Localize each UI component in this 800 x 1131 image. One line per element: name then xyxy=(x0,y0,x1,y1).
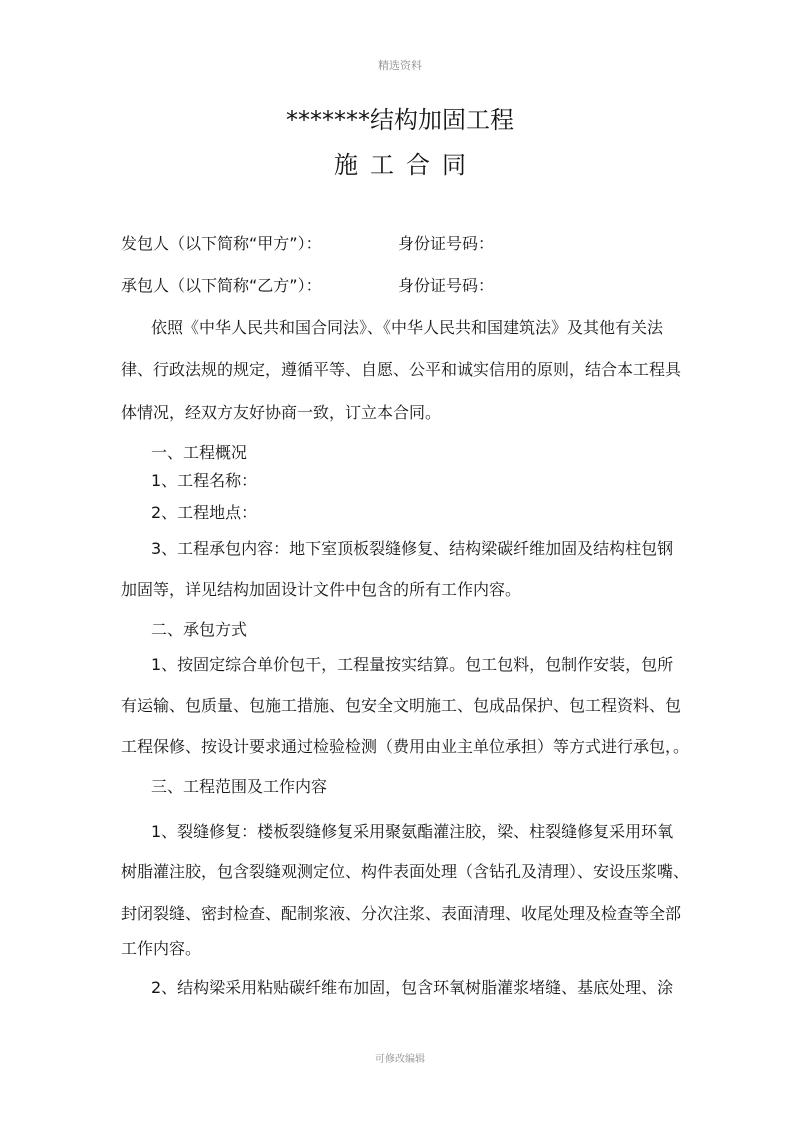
section-3-item-1-line-4: 工作内容。 xyxy=(121,939,202,958)
section-1-item-3-line-2: 加固等，详见结构加固设计文件中包含的所有工作内容。 xyxy=(121,580,522,599)
section-3-item-2-line-1: 2、结构梁采用粘贴碳纤维布加固，包含环氧树脂灌浆堵缝、基底处理、涂 xyxy=(151,978,674,997)
footer-watermark-text: 可修改编辑 xyxy=(375,1054,425,1065)
contract-title: *******结构加固工程 xyxy=(286,106,514,134)
contractor-label: 承包人（以下简称“乙方”）： xyxy=(121,276,322,295)
section-3-item-1-line-3: 封闭裂缝、密封检查、配制浆液、分次注浆、表面清理、收尾处理及检查等全部 xyxy=(121,904,682,923)
section-2-heading: 二、承包方式 xyxy=(151,620,248,639)
intro-line-1: 依照《中华人民共和国合同法》、《中华人民共和国建筑法》及其他有关法 xyxy=(151,318,664,337)
contract-subtitle: 施工合同 xyxy=(334,151,478,179)
section-3-heading: 三、工程范围及工作内容 xyxy=(151,777,328,796)
intro-line-3: 体情况，经双方友好协商一致，订立本合同。 xyxy=(121,403,442,422)
section-2-item-1-line-2: 有运输、包质量、包施工措施、包安全文明施工、包成品保护、包工程资料、包 xyxy=(121,696,682,715)
section-1-item-3-line-1: 3、工程承包内容：地下室顶板裂缝修复、结构梁碳纤维加固及结构柱包钢 xyxy=(151,539,674,558)
section-1-item-2: 2、工程地点： xyxy=(151,503,258,522)
employer-id-label: 身份证号码： xyxy=(398,234,495,253)
section-2-item-1-line-3: 工程保修、按设计要求通过检验检测（费用由业主单位承担）等方式进行承包，。 xyxy=(121,737,690,756)
employer-label: 发包人（以下简称“甲方”）： xyxy=(121,234,322,253)
section-3-item-1-line-2: 树脂灌注胶，包含裂缝观测定位、构件表面处理（含钻孔及清理）、安设压浆嘴、 xyxy=(121,862,690,881)
section-1-item-1: 1、工程名称： xyxy=(151,471,258,490)
section-2-item-1-line-1: 1、按固定综合单价包干，工程量按实结算。包工包料，包制作安装，包所 xyxy=(151,655,674,674)
header-watermark-text: 精选资料 xyxy=(378,59,422,72)
intro-line-2: 律、行政法规的规定，遵循平等、自愿、公平和诚实信用的原则，结合本工程具 xyxy=(121,360,682,379)
section-1-heading: 一、工程概况 xyxy=(151,443,248,462)
section-3-item-1-line-1: 1、裂缝修复：楼板裂缝修复采用聚氨酯灌注胶，梁、柱裂缝修复采用环氧 xyxy=(151,822,674,841)
contractor-id-label: 身份证号码： xyxy=(398,276,495,295)
